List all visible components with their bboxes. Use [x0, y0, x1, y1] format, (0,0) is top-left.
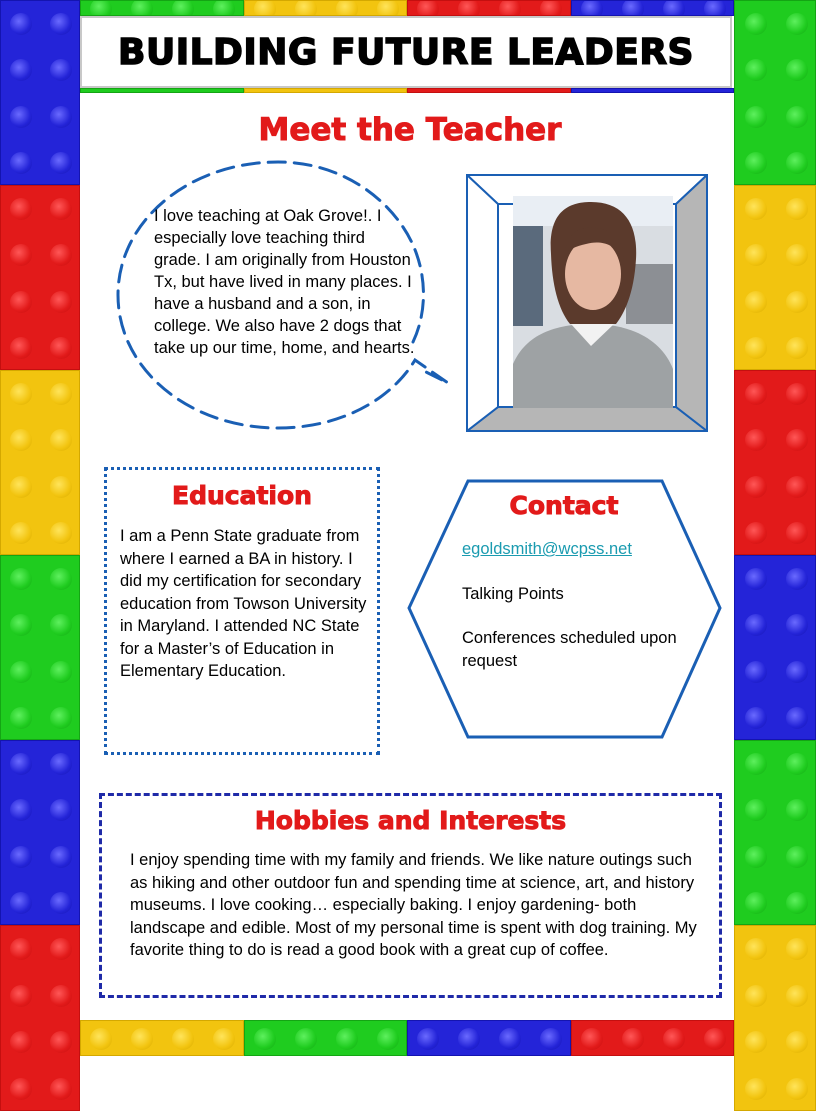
lego-stud [377, 0, 399, 16]
lego-stud [417, 1028, 439, 1050]
lego-stud [50, 106, 72, 128]
lego-brick [734, 740, 816, 925]
lego-stud [10, 892, 32, 914]
lego-stud [50, 799, 72, 821]
lego-stud [786, 13, 808, 35]
lego-stud [50, 337, 72, 359]
lego-stud [745, 244, 767, 266]
lego-stud [745, 707, 767, 729]
lego-stud [10, 59, 32, 81]
lego-stud [50, 753, 72, 775]
lego-brick [0, 925, 80, 1111]
lego-stud [10, 337, 32, 359]
lego-stud [50, 476, 72, 498]
lego-stud [745, 614, 767, 636]
lego-brick [407, 0, 571, 16]
lego-stud [786, 753, 808, 775]
title-banner [80, 16, 732, 88]
lego-stud [663, 0, 685, 16]
lego-stud [50, 1078, 72, 1100]
lego-stud [786, 59, 808, 81]
lego-stud [704, 1028, 726, 1050]
lego-stud [10, 799, 32, 821]
lego-stud [50, 985, 72, 1007]
lego-stud [336, 0, 358, 16]
lego-stud [704, 0, 726, 16]
lego-brick [0, 740, 80, 925]
lego-stud [786, 476, 808, 498]
lego-stud [786, 337, 808, 359]
lego-stud [10, 614, 32, 636]
lego-stud [377, 1028, 399, 1050]
lego-stud [50, 383, 72, 405]
lego-stud [50, 1031, 72, 1053]
lego-stud [10, 707, 32, 729]
contact-details [462, 538, 692, 672]
lego-stud [295, 0, 317, 16]
lego-stud [786, 799, 808, 821]
hobbies-heading: Hobbies and Interests [254, 806, 567, 835]
lego-brick [0, 370, 80, 555]
lego-stud [745, 106, 767, 128]
lego-stud [581, 1028, 603, 1050]
lego-stud [745, 59, 767, 81]
lego-stud [50, 244, 72, 266]
lego-stud [10, 244, 32, 266]
lego-brick [734, 370, 816, 555]
conferences-text: Conferences scheduled upon request [462, 629, 677, 670]
lego-stud [786, 429, 808, 451]
lego-brick [80, 1020, 244, 1056]
teacher-photo [513, 196, 673, 408]
lego-stud [254, 1028, 276, 1050]
lego-stud [50, 13, 72, 35]
meet-teacher-heading: Meet the Teacher [258, 112, 562, 148]
lego-stud [213, 0, 235, 16]
lego-stud [786, 106, 808, 128]
hobbies-text: I enjoy spending time with my family and friends. We like nature outings such as hiking and other outdoor fun and spending time at science, art, and history museums. I love cooking… especially baking. I enjoy gardening- both landscape and edible. Most of my personal time is spent with dog training. My favorite thing to do is read a good book with a great cup of coffee. [130, 851, 697, 959]
lego-stud [50, 614, 72, 636]
lego-stud [786, 198, 808, 220]
email-link[interactable]: egoldsmith@wcpss.net [462, 540, 632, 558]
lego-stud [10, 383, 32, 405]
lego-stud [458, 1028, 480, 1050]
lego-stud [336, 1028, 358, 1050]
lego-stud [745, 799, 767, 821]
lego-stud [786, 614, 808, 636]
lego-stud [622, 1028, 644, 1050]
lego-stud [786, 244, 808, 266]
lego-stud [786, 661, 808, 683]
lego-brick [0, 555, 80, 740]
lego-stud [131, 1028, 153, 1050]
lego-stud [745, 846, 767, 868]
lego-stud [745, 337, 767, 359]
lego-brick [0, 185, 80, 370]
lego-stud [581, 0, 603, 16]
lego-stud [745, 476, 767, 498]
lego-stud [50, 522, 72, 544]
lego-stud [50, 938, 72, 960]
lego-stud [786, 522, 808, 544]
lego-stud [10, 1078, 32, 1100]
lego-stud [10, 568, 32, 590]
lego-stud [50, 568, 72, 590]
lego-stud [10, 198, 32, 220]
lego-stud [786, 707, 808, 729]
lego-stud [10, 13, 32, 35]
lego-brick [734, 925, 816, 1111]
lego-brick [571, 1020, 735, 1056]
lego-stud [745, 938, 767, 960]
lego-stud [745, 198, 767, 220]
lego-brick [734, 555, 816, 740]
lego-stud [786, 568, 808, 590]
lego-stud [50, 291, 72, 313]
lego-stud [786, 1078, 808, 1100]
lego-stud [10, 753, 32, 775]
lego-stud [10, 661, 32, 683]
lego-brick [571, 88, 735, 93]
lego-stud [50, 429, 72, 451]
lego-stud [50, 661, 72, 683]
lego-stud [417, 0, 439, 16]
lego-stud [786, 985, 808, 1007]
contact-heading: Contact [509, 491, 619, 520]
lego-stud [786, 152, 808, 174]
lego-stud [295, 1028, 317, 1050]
lego-stud [786, 892, 808, 914]
lego-stud [745, 383, 767, 405]
lego-stud [10, 152, 32, 174]
lego-stud [50, 846, 72, 868]
lego-brick [80, 0, 244, 16]
lego-stud [745, 291, 767, 313]
lego-stud [745, 152, 767, 174]
lego-stud [745, 753, 767, 775]
lego-stud [90, 1028, 112, 1050]
lego-stud [745, 661, 767, 683]
page-title: BUILDING FUTURE LEADERS [118, 31, 694, 73]
lego-stud [786, 383, 808, 405]
lego-stud [745, 892, 767, 914]
lego-stud [254, 0, 276, 16]
lego-stud [90, 0, 112, 16]
education-heading: Education [172, 481, 312, 510]
lego-stud [172, 1028, 194, 1050]
lego-stud [131, 0, 153, 16]
lego-stud [10, 1031, 32, 1053]
lego-stud [172, 0, 194, 16]
lego-stud [745, 1031, 767, 1053]
lego-brick [734, 185, 816, 370]
lego-brick [571, 0, 735, 16]
lego-stud [10, 522, 32, 544]
lego-brick [244, 0, 408, 16]
lego-brick [0, 0, 80, 185]
lego-stud [10, 106, 32, 128]
education-text: I am a Penn State graduate from where I earned a BA in history. I did my certification for secondary education from Towson University in Maryland. I attended NC State for a Master’s of Education in Elementary Education. [120, 527, 367, 680]
lego-stud [50, 892, 72, 914]
lego-stud [745, 522, 767, 544]
lego-stud [50, 707, 72, 729]
lego-stud [50, 59, 72, 81]
lego-brick [734, 0, 816, 185]
lego-stud [10, 846, 32, 868]
lego-stud [499, 1028, 521, 1050]
lego-stud [663, 1028, 685, 1050]
lego-stud [745, 13, 767, 35]
lego-stud [499, 0, 521, 16]
teacher-bio: I love teaching at Oak Grove!. I especially love teaching third grade. I am originally from Houston Tx, but have lived in many places. I have a husband and a son, in college. We also have 2 dogs that take up our time, home, and hearts. [154, 207, 415, 357]
lego-stud [540, 0, 562, 16]
lego-stud [745, 429, 767, 451]
lego-stud [50, 198, 72, 220]
lego-brick [407, 88, 571, 93]
lego-stud [10, 429, 32, 451]
lego-stud [10, 291, 32, 313]
lego-stud [50, 152, 72, 174]
teacher-photo-frame [466, 174, 708, 432]
lego-stud [786, 1031, 808, 1053]
lego-brick [244, 1020, 408, 1056]
lego-brick [407, 1020, 571, 1056]
lego-stud [622, 0, 644, 16]
lego-stud [540, 1028, 562, 1050]
lego-stud [458, 0, 480, 16]
lego-stud [745, 985, 767, 1007]
talking-points-text: Talking Points [462, 584, 564, 603]
lego-stud [786, 846, 808, 868]
lego-stud [213, 1028, 235, 1050]
lego-stud [745, 568, 767, 590]
lego-brick [80, 88, 244, 93]
lego-stud [786, 291, 808, 313]
lego-stud [10, 985, 32, 1007]
lego-stud [786, 938, 808, 960]
lego-stud [10, 476, 32, 498]
lego-stud [10, 938, 32, 960]
lego-stud [745, 1078, 767, 1100]
lego-brick [244, 88, 408, 93]
